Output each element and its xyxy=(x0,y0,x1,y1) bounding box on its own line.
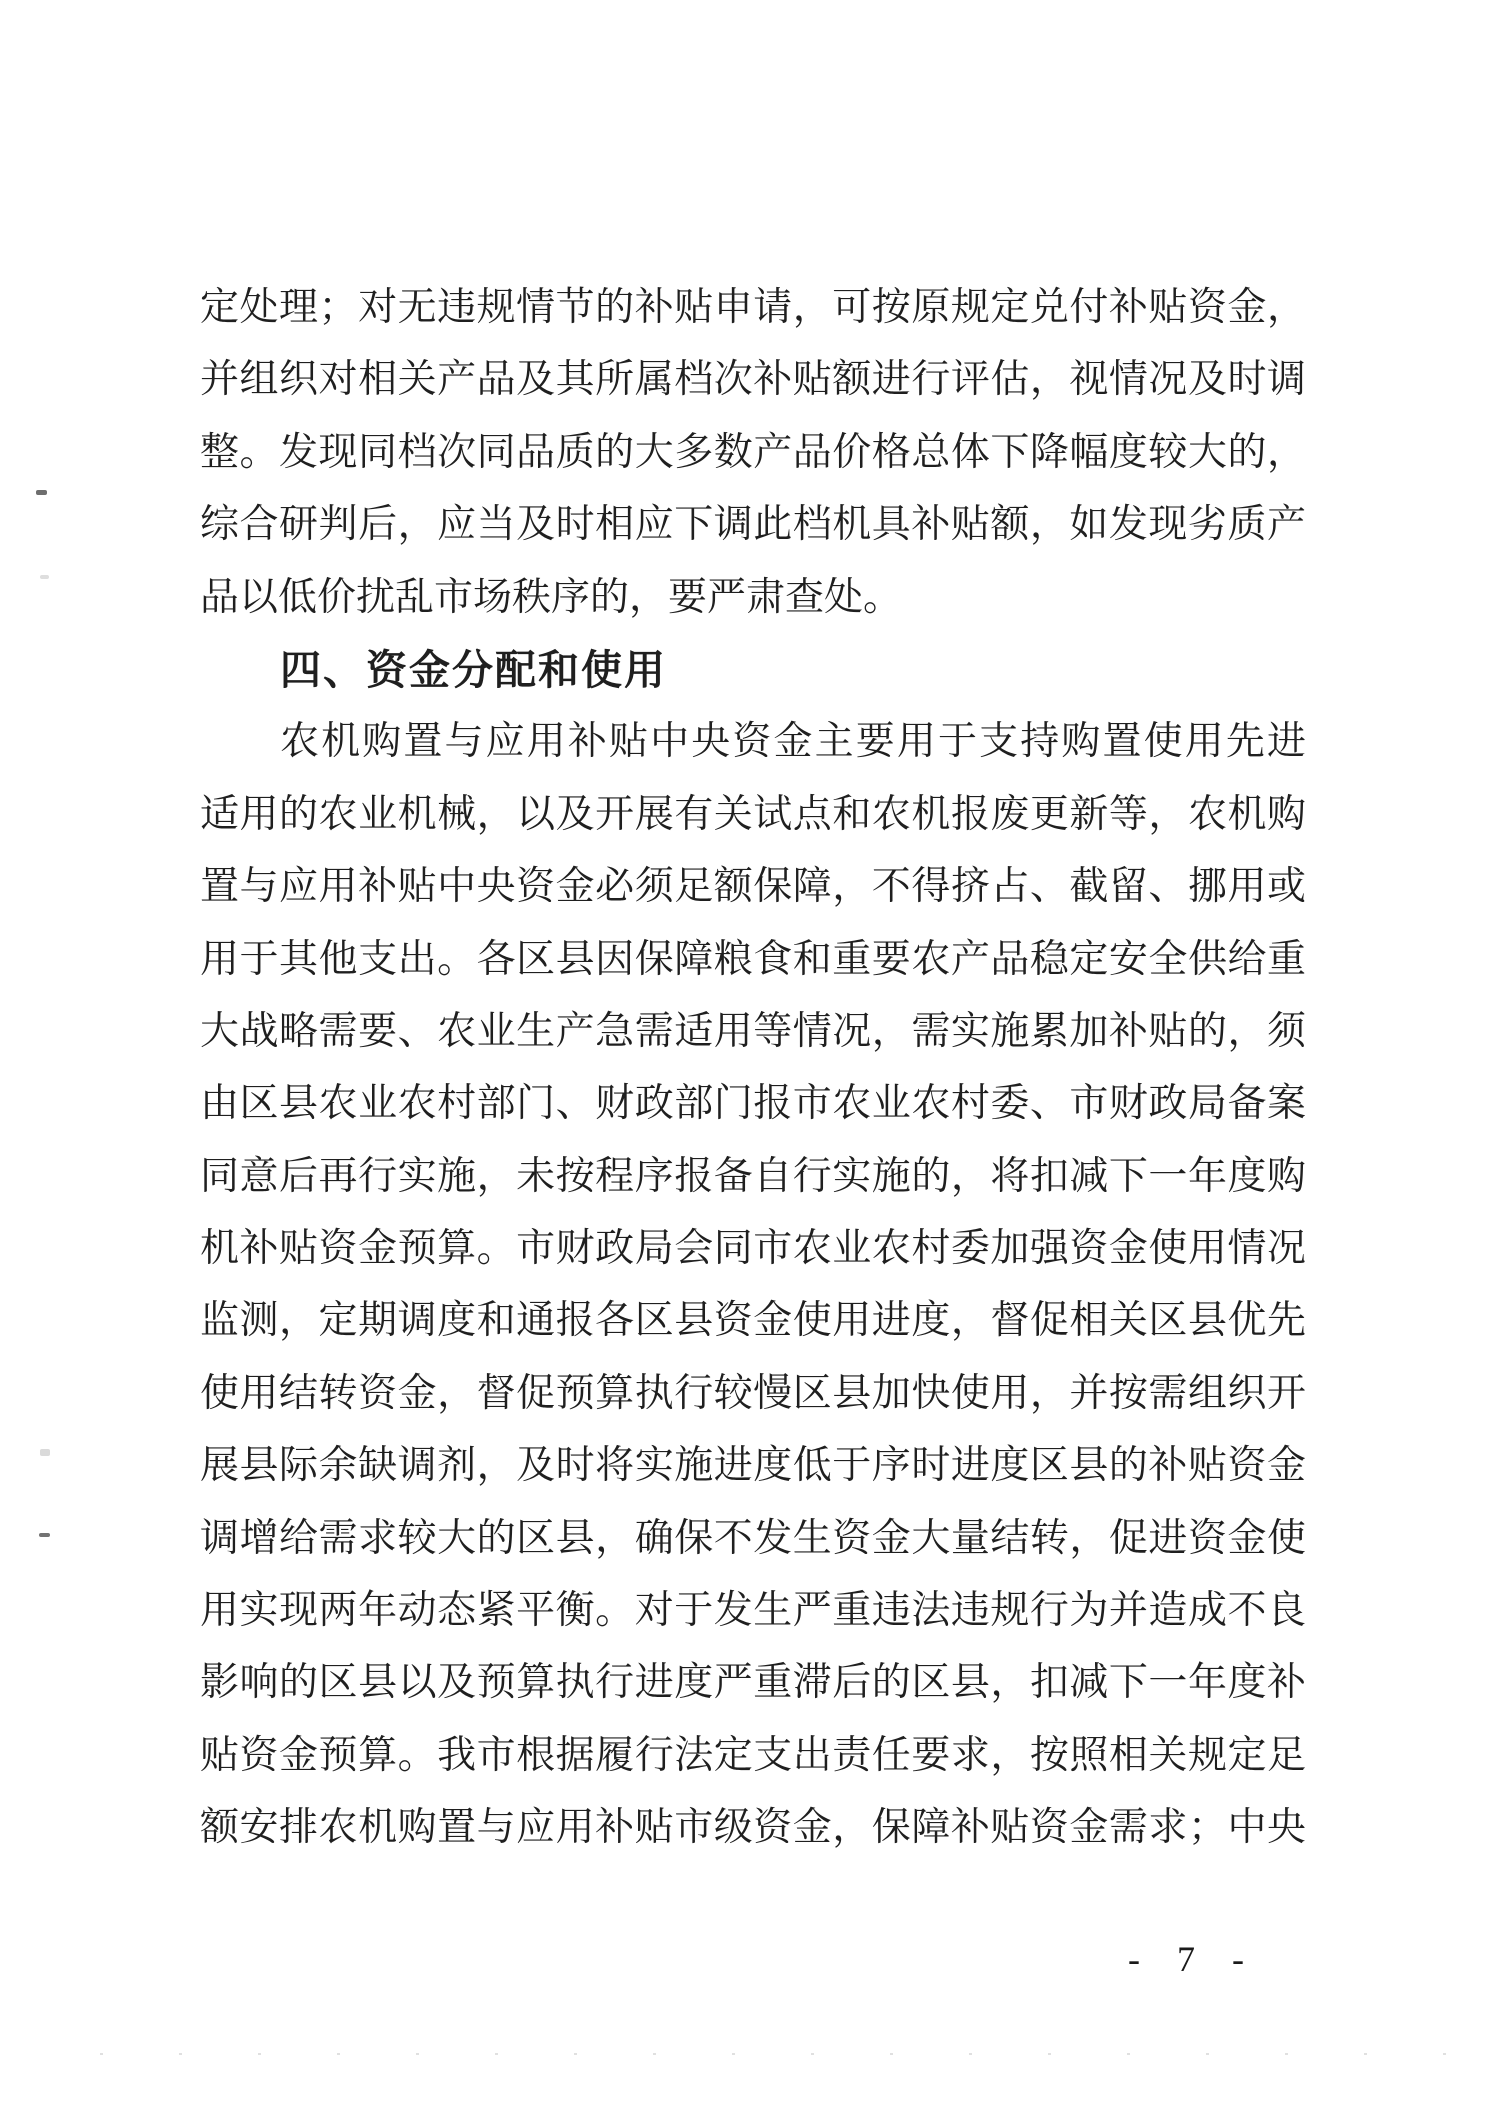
paragraph-line: 使用结转资金，督促预算执行较慢区县加快使用，并按需组织开 xyxy=(200,1371,1306,1415)
page-number: - 7 - xyxy=(1128,1939,1253,1979)
paragraph-line: 置与应用补贴中央资金必须足额保障，不得挤占、截留、挪用或 xyxy=(200,865,1306,909)
scan-speck xyxy=(40,1449,50,1456)
paragraph-line: 并组织对相关产品及其所属档次补贴额进行评估，视情况及时调 xyxy=(200,358,1306,402)
paragraph-line: 农机购置与应用补贴中央资金主要用于支持购置使用先进 xyxy=(280,720,1306,764)
scan-speck xyxy=(39,1533,50,1537)
paragraph-line: 同意后再行实施，未按程序报备自行实施的，将扣减下一年度购 xyxy=(200,1154,1306,1198)
body-text xyxy=(200,272,1306,1865)
paragraph-line: 用实现两年动态紧平衡。对于发生严重违法违规行为并造成不良 xyxy=(200,1589,1306,1633)
paragraph-line: 调增给需求较大的区县，确保不发生资金大量结转，促进资金使 xyxy=(200,1516,1306,1560)
paragraph-line: 展县际余缺调剂，及时将实施进度低于序时进度区县的补贴资金 xyxy=(200,1444,1306,1488)
paragraph-line: 整。发现同档次同品质的大多数产品价格总体下降幅度较大的， xyxy=(200,430,1306,474)
paragraph-line: 由区县农业农村部门、财政部门报市农业农村委、市财政局备案 xyxy=(200,1082,1306,1126)
scan-artifact-line xyxy=(100,2053,1470,2055)
scan-speck xyxy=(40,575,49,579)
paragraph-line: 贴资金预算。我市根据履行法定支出责任要求，按照相关规定足 xyxy=(200,1733,1306,1777)
paragraph-line: 定处理；对无违规情节的补贴申请，可按原规定兑付补贴资金， xyxy=(200,286,1306,329)
paragraph-line: 用于其他支出。各区县因保障粮食和重要农产品稳定安全供给重 xyxy=(200,937,1306,981)
scan-speck xyxy=(36,490,47,495)
paragraph-line: 大战略需要、农业生产急需适用等情况，需实施累加补贴的，须 xyxy=(200,1009,1306,1053)
paragraph-line: 品以低价扰乱市场秩序的，要严肃查处。 xyxy=(200,575,903,619)
section-heading: 四、资金分配和使用 xyxy=(280,646,667,693)
paragraph-line: 机补贴资金预算。市财政局会同市农业农村委加强资金使用情况 xyxy=(200,1227,1306,1271)
paragraph-line: 监测，定期调度和通报各区县资金使用进度，督促相关区县优先 xyxy=(200,1299,1306,1343)
paragraph-line: 影响的区县以及预算执行进度严重滞后的区县，扣减下一年度补 xyxy=(200,1661,1306,1705)
paragraph-line: 额安排农机购置与应用补贴市级资金，保障补贴资金需求；中央 xyxy=(200,1806,1306,1850)
paragraph-line: 适用的农业机械，以及开展有关试点和农机报废更新等，农机购 xyxy=(200,792,1306,836)
paragraph-line: 综合研判后，应当及时相应下调此档机具补贴额，如发现劣质产 xyxy=(200,503,1306,547)
